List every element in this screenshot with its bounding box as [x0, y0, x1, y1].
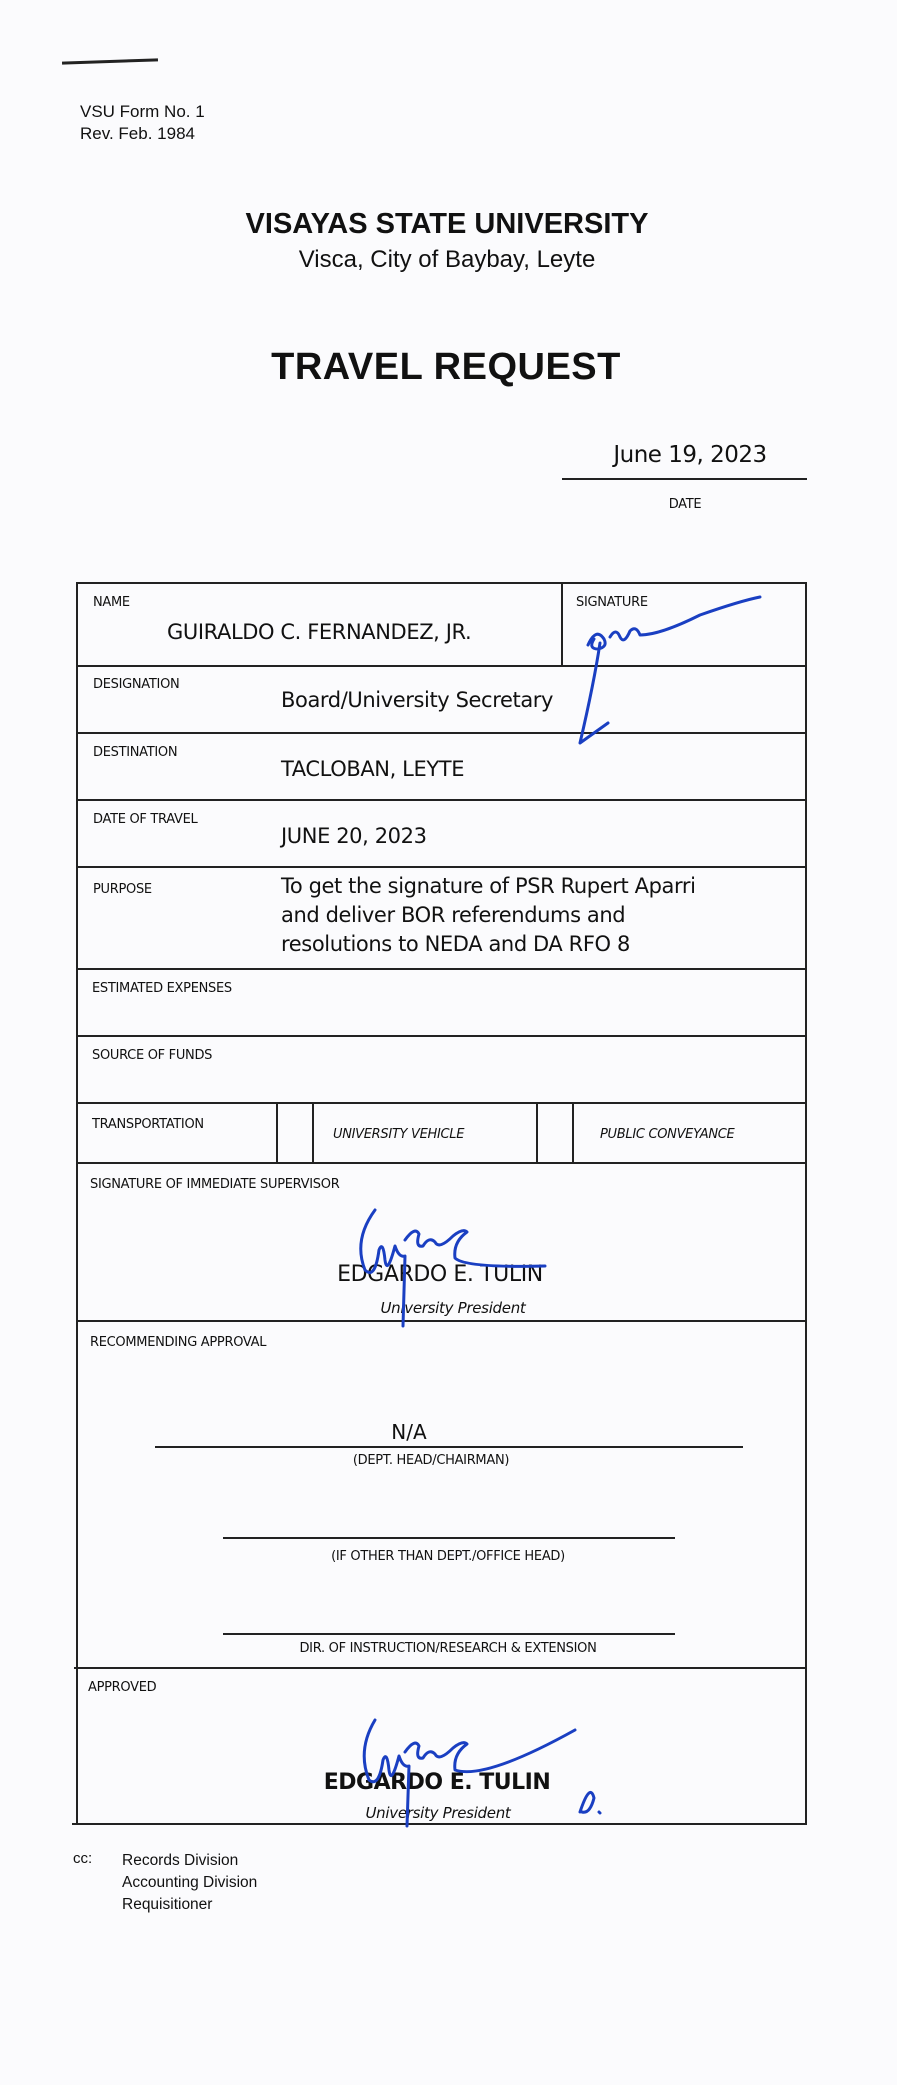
cc-item: Accounting Division [122, 1874, 258, 1891]
document-title: TRAVEL REQUEST [271, 346, 621, 388]
cc-item: Requisitioner [122, 1896, 213, 1913]
request-date: June 19, 2023 [613, 442, 767, 468]
director-line [223, 1633, 675, 1635]
name-value: GUIRALDO C. FERNANDEZ, JR. [167, 620, 472, 644]
supervisor-name: EDGARDO E. TULIN [337, 1262, 543, 1287]
approved-title: University President [365, 1804, 511, 1822]
signature-label: SIGNATURE [576, 595, 648, 610]
date-label: DATE [668, 497, 702, 512]
supervisor-label: SIGNATURE OF IMMEDIATE SUPERVISOR [90, 1177, 340, 1192]
form-revision: Rev. Feb. 1984 [80, 124, 195, 143]
date-of-travel-label: DATE OF TRAVEL [93, 812, 198, 827]
purpose-line: To get the signature of PSR Rupert Aparri [281, 874, 696, 898]
cc-label: cc: [73, 1850, 93, 1867]
designation-value: Board/University Secretary [281, 688, 554, 712]
cc-list [122, 1850, 257, 1916]
date-line [562, 478, 807, 480]
purpose-line: resolutions to NEDA and DA RFO 8 [281, 932, 630, 956]
purpose-label: PURPOSE [93, 882, 152, 897]
director-label: DIR. OF INSTRUCTION/RESEARCH & EXTENSION [299, 1641, 597, 1656]
public-conveyance-checkbox[interactable] [538, 1104, 572, 1162]
destination-value: TACLOBAN, LEYTE [281, 757, 465, 781]
purpose-line: and deliver BOR referendums and [281, 903, 626, 927]
approved-label: APPROVED [88, 1680, 157, 1695]
supervisor-title: University President [380, 1299, 526, 1317]
source-of-funds-label: SOURCE OF FUNDS [92, 1048, 213, 1063]
approved-name: EDGARDO E. TULIN [323, 1770, 551, 1795]
form-number: VSU Form No. 1 [80, 102, 205, 121]
dept-head-line [155, 1446, 743, 1448]
dept-head-value: N/A [391, 1420, 427, 1444]
public-conveyance-option: PUBLIC CONVEYANCE [600, 1127, 735, 1142]
name-label: NAME [93, 595, 130, 610]
other-head-label: (IF OTHER THAN DEPT./OFFICE HEAD) [331, 1549, 565, 1564]
university-name: VISAYAS STATE UNIVERSITY [245, 208, 649, 240]
cc-item: Records Division [122, 1852, 239, 1869]
recommending-label: RECOMMENDING APPROVAL [90, 1335, 267, 1350]
university-address: Visca, City of Baybay, Leyte [298, 246, 596, 273]
designation-label: DESIGNATION [93, 677, 180, 692]
approver-signature [345, 1700, 635, 1830]
transportation-label: TRANSPORTATION [92, 1117, 204, 1132]
supervisor-signature [345, 1200, 615, 1320]
date-of-travel-value: JUNE 20, 2023 [281, 824, 427, 848]
requester-signature [570, 595, 800, 765]
university-vehicle-option: UNIVERSITY VEHICLE [333, 1127, 465, 1142]
estimated-expenses-label: ESTIMATED EXPENSES [92, 981, 232, 996]
other-head-line [223, 1537, 675, 1539]
dept-head-label: (DEPT. HEAD/CHAIRMAN) [352, 1453, 510, 1468]
purpose-value [281, 872, 696, 959]
destination-label: DESTINATION [93, 745, 178, 760]
pen-mark [62, 58, 158, 64]
university-vehicle-checkbox[interactable] [278, 1104, 312, 1162]
